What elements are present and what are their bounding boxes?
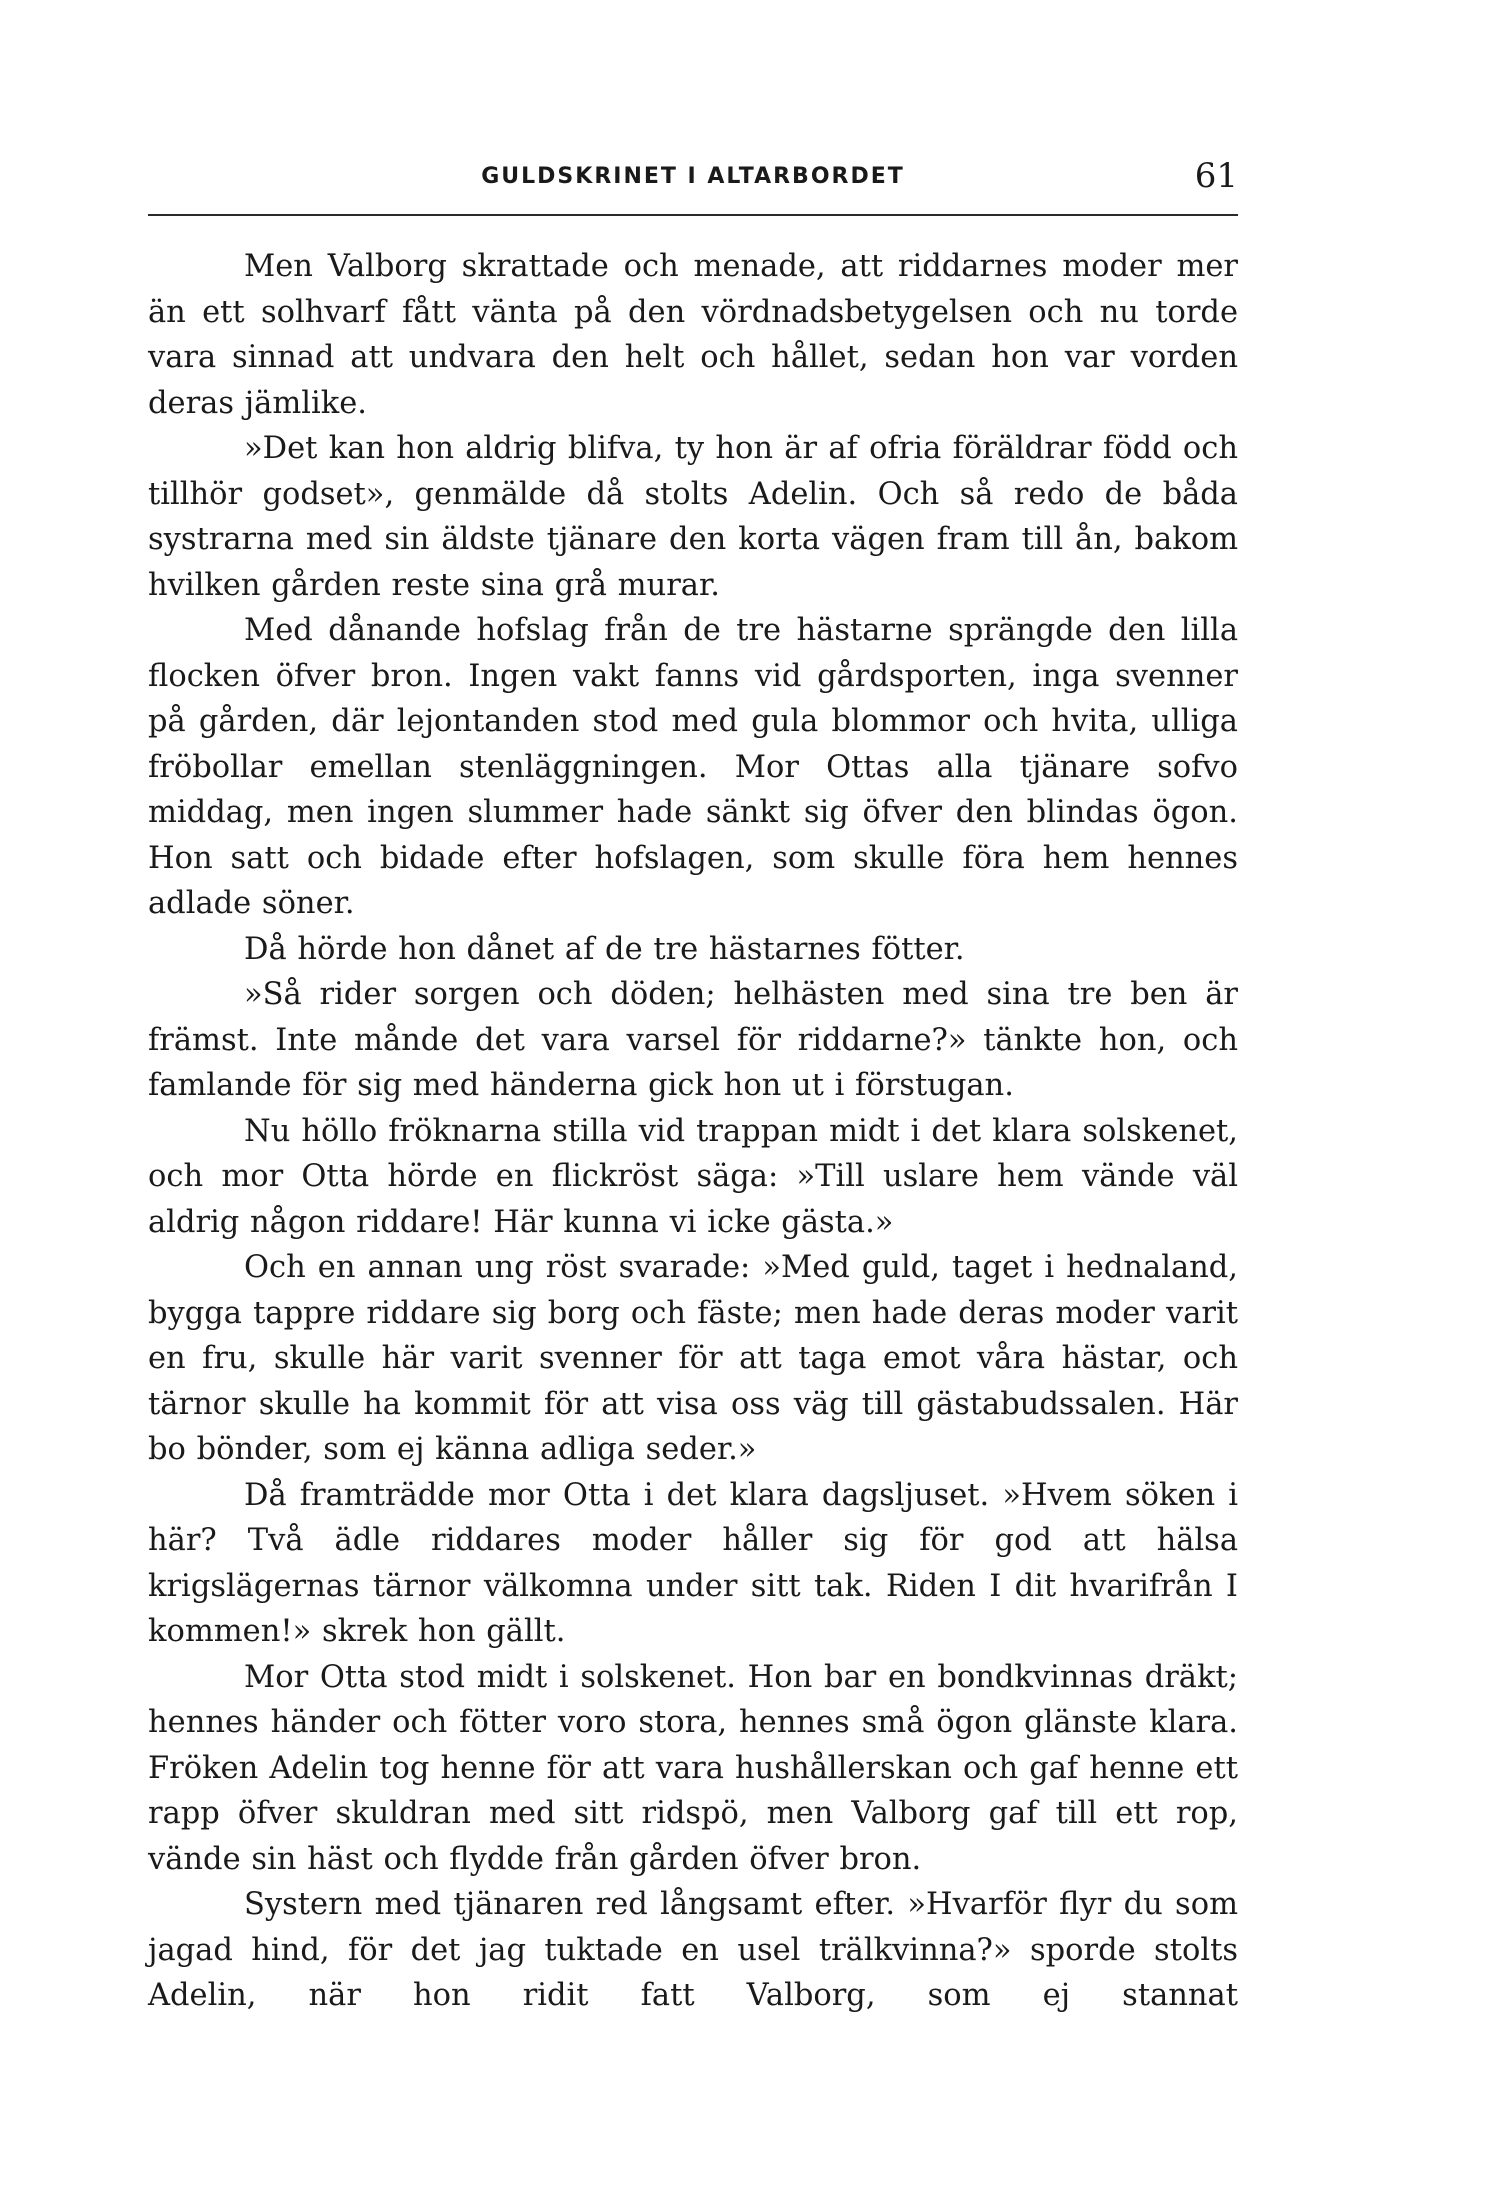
paragraph: Mor Otta stod midt i solskenet. Hon bar en bondkvinnas dräkt; hennes händer och fötter voro stora, hennes små ögon glänste klara. Fröken Adelin tog henne för att vara hushållerskan och gaf henne ett rapp öfver skuldran med sitt ridspö, men Valborg gaf till ett rop, vände sin häst och flydde från gården öfver bron. <box>148 1659 1238 1877</box>
book-page <box>148 150 1238 2019</box>
paragraph: »Det kan hon aldrig blifva, ty hon är af ofria föräldrar född och tillhör godset», genmälde då stolts Adelin. Och så redo de båda systrarna med sin äldste tjänare den korta vägen fram till ån, bakom hvilken gården reste sina grå murar. <box>148 431 1238 603</box>
paragraph: »Så rider sorgen och döden; helhästen med sina tre ben är främst. Inte månde det vara varsel för riddarne?» tänkte hon, och famlande för sig med händerna gick hon ut i förstugan. <box>148 977 1238 1103</box>
paragraph: Och en annan ung röst svarade: »Med guld, taget i hednaland, bygga tappre riddare sig borg och fäste; men hade deras moder varit en fru, skulle här varit svenner för att taga emot våra hästar, och tärnor skulle ha kommit för att visa oss väg till gästabudssalen. Här bo bönder, som ej känna adliga seder.» <box>148 1250 1238 1467</box>
paragraph: Nu höllo fröknarna stilla vid trappan midt i det klara solskenet, och mor Otta hörde en flickröst säga: »Till uslare hem vände väl aldrig någon riddare! Här kunna vi icke gästa.» <box>148 1113 1238 1240</box>
body-text <box>148 244 1238 2019</box>
paragraph: Men Valborg skrattade och menade, att riddarnes moder mer än ett solhvarf fått vänta på den vördnadsbetygelsen och nu torde vara sinnad att undvara den helt och hållet, sedan hon var vorden deras jämlike. <box>148 249 1238 421</box>
running-title: GULDSKRINET I ALTARBORDET <box>481 164 905 189</box>
paragraph: Då framträdde mor Otta i det klara dagsljuset. »Hvem söken i här? Två ädle riddares moder håller sig för god att hälsa krigslägernas tärnor välkomna under sitt tak. Riden I dit hvarifrån I kommen!» skrek hon gällt. <box>148 1477 1238 1649</box>
paragraph: Då hörde hon dånet af de tre hästarnes fötter. <box>244 931 965 967</box>
running-header <box>148 150 1238 216</box>
paragraph: Systern med tjänaren red långsamt efter. »Hvarför flyr du som jagad hind, för det jag tuktade en usel trälkvinna?» sporde stolts Adelin, när hon ridit fatt Valborg, som ej stannat <box>148 1887 1238 2013</box>
page-number: 61 <box>1194 156 1238 196</box>
paragraph: Med dånande hofslag från de tre hästarne sprängde den lilla flocken öfver bron. Ingen vakt fanns vid gårdsporten, inga svenner på gården, där lejontanden stod med gula blommor och hvita, ulliga fröbollar emellan stenläggningen. Mor Ottas alla tjänare sofvo middag, men ingen slummer hade sänkt sig öfver den blindas ögon. Hon satt och bidade efter hofslagen, som skulle föra hem hennes adlade söner. <box>148 613 1238 921</box>
